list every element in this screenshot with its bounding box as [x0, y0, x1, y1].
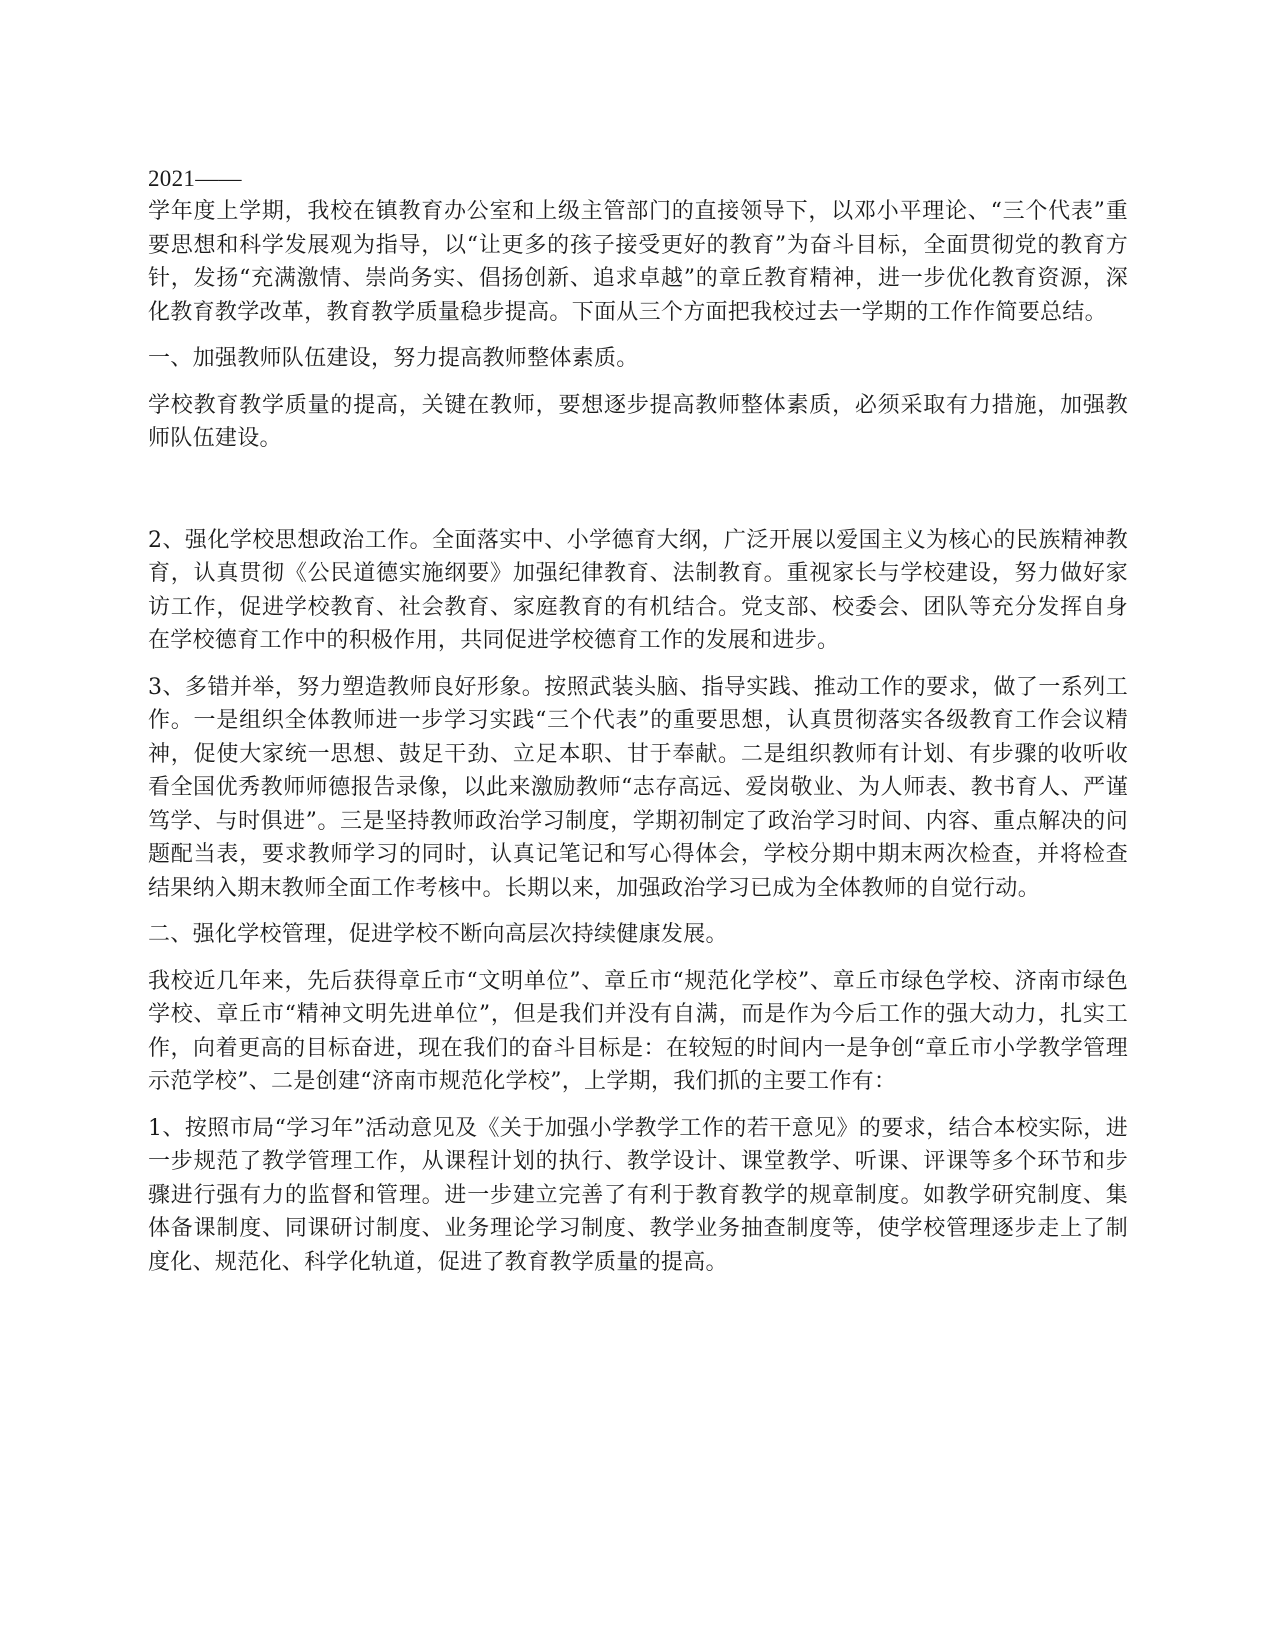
- blank-gap: [148, 469, 1128, 524]
- section-heading-1: 一、加强教师队伍建设，努力提高教师整体素质。: [148, 346, 639, 371]
- intro-paragraph: 学年度上学期，我校在镇教育办公室和上级主管部门的直接领导下，以邓小平理论、“三个代表”重要思想和科学发展观为指导，以“让更多的孩子接受更好的教育”为奋斗目标，全面贯彻党的教育方针，发扬“充满激情、崇尚务实、倡扬创新、追求卓越”的章丘教育精神，进一步优化教育资源，深化教育教学改革，教育教学质量稳步提高。下面从三个方面把我校过去一学期的工作作简要总结。: [148, 199, 1128, 325]
- section-2-intro-paragraph: 我校近几年来，先后获得章丘市“文明单位”、章丘市“规范化学校”、章丘市绿色学校、济南市绿色学校、章丘市“精神文明先进单位”，但是我们并没有自满，而是作为今后工作的强大动力，扎实工作，向着更高的目标奋进，现在我们的奋斗目标是：在较短的时间内一是争创“章丘市小学教学管理示范学校”、二是创建“济南市规范化学校”，上学期，我们抓的主要工作有：: [148, 968, 1128, 1094]
- section-heading-2: 二、强化学校管理，促进学校不断向高层次持续健康发展。: [148, 922, 728, 947]
- item-3-paragraph: 3、多错并举，努力塑造教师良好形象。按照武装头脑、指导实践、推动工作的要求，做了一系列工作。一是组织全体教师进一步学习实践“三个代表”的重要思想，认真贯彻落实各级教育工作会议精神，促使大家统一思想、鼓足干劲、立足本职、甘于奉献。二是组织教师有计划、有步骤的收听收看全国优秀教师师德报告录像，以此来激励教师“志存高远、爱岗敬业、为人师表、教书育人、严谨笃学、与时俱进”。三是坚持教师政治学习制度，学期初制定了政治学习时间、内容、重点解决的问题配当表，要求教师学习的同时，认真记笔记和写心得体会，学校分期中期末两次检查，并将检查结果纳入期末教师全面工作考核中。长期以来，加强政治学习已成为全体教师的自觉行动。: [148, 674, 1128, 901]
- section-1-intro-paragraph: 学校教育教学质量的提高，关键在教师，要想逐步提高教师整体素质，必须采取有力措施，加强教师队伍建设。: [148, 392, 1128, 451]
- year-line: 2021——: [148, 166, 242, 191]
- section-2-item-1-paragraph: 1、按照市局“学习年”活动意见及《关于加强小学教学工作的若干意见》的要求，结合本校实际，进一步规范了教学管理工作，从课程计划的执行、教学设计、课堂教学、听课、评课等多个环节和步骤进行强有力的监督和管理。进一步建立完善了有利于教育教学的规章制度。如教学研究制度、集体备课制度、同课研讨制度、业务理论学习制度、教学业务抽查制度等，使学校管理逐步走上了制度化、规范化、科学化轨道，促进了教育教学质量的提高。: [148, 1115, 1128, 1275]
- document-page: [148, 162, 1128, 1292]
- item-2-paragraph: 2、强化学校思想政治工作。全面落实中、小学德育大纲，广泛开展以爱国主义为核心的民族精神教育，认真贯彻《公民道德实施纲要》加强纪律教育、法制教育。重视家长与学校建设，努力做好家访工作，促进学校教育、社会教育、家庭教育的有机结合。党支部、校委会、团队等充分发挥自身在学校德育工作中的积极作用，共同促进学校德育工作的发展和进步。: [148, 527, 1128, 653]
